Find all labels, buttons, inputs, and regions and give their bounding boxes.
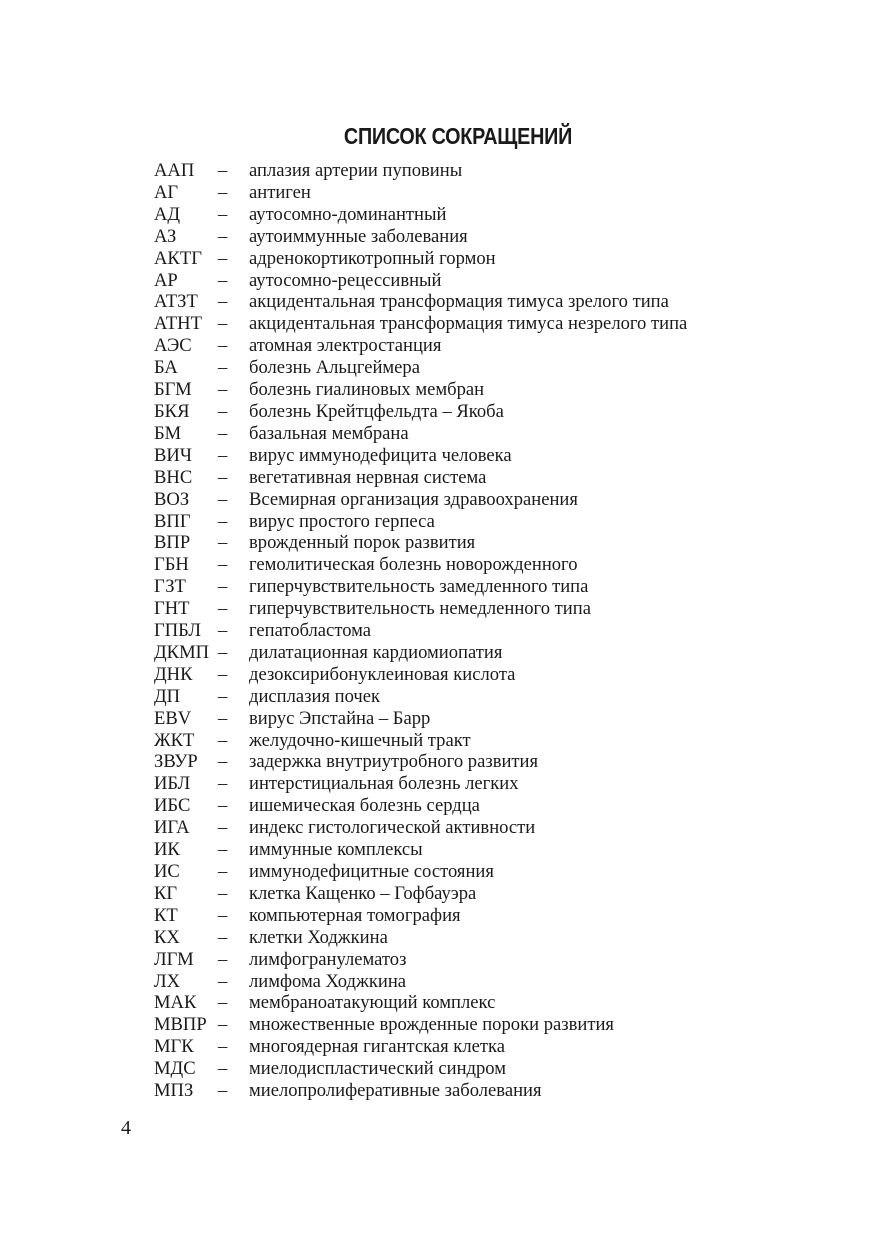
dash-separator: – bbox=[218, 357, 228, 379]
abbreviation-definition: акцидентальная трансформация тимуса зрелого типа bbox=[249, 291, 669, 313]
abbreviation-term: БГМ bbox=[154, 379, 192, 401]
abbreviation-definition: Всемирная организация здравоохранения bbox=[249, 488, 578, 510]
abbreviation-term: ГБН bbox=[154, 554, 189, 576]
dash-separator: – bbox=[218, 291, 228, 313]
abbreviation-definition: клетка Кащенко – Гофбауэра bbox=[249, 882, 477, 904]
dash-separator: – bbox=[218, 313, 228, 335]
abbreviation-row bbox=[154, 839, 687, 861]
dash-separator: – bbox=[218, 751, 228, 773]
abbreviation-term: EBV bbox=[154, 707, 192, 729]
abbreviation-term: ДКМП bbox=[154, 641, 210, 663]
abbreviation-list bbox=[154, 160, 687, 1102]
dash-separator: – bbox=[218, 970, 228, 992]
dash-separator: – bbox=[218, 817, 228, 839]
dash-separator: – bbox=[218, 641, 228, 663]
abbreviation-row bbox=[154, 861, 687, 883]
abbreviation-term: МДС bbox=[154, 1058, 196, 1080]
abbreviation-definition: задержка внутриутробного развития bbox=[249, 751, 539, 773]
abbreviation-definition: многоядерная гигантская клетка bbox=[249, 1036, 505, 1058]
abbreviation-term: АТНТ bbox=[154, 313, 202, 335]
abbreviation-definition: гиперчувствительность немедленного типа bbox=[249, 598, 591, 620]
abbreviation-term: ДНК bbox=[154, 663, 193, 685]
abbreviation-row bbox=[154, 664, 687, 686]
abbreviation-row bbox=[154, 773, 687, 795]
dash-separator: – bbox=[218, 488, 228, 510]
abbreviation-term: ВПР bbox=[154, 532, 191, 554]
abbreviation-definition: интерстициальная болезнь легких bbox=[249, 773, 519, 795]
dash-separator: – bbox=[218, 510, 228, 532]
abbreviation-row bbox=[154, 927, 687, 949]
abbreviation-definition: болезнь Крейтцфельдта – Якоба bbox=[249, 400, 504, 422]
abbreviation-term: АД bbox=[154, 203, 181, 225]
abbreviation-term: КГ bbox=[154, 882, 178, 904]
dash-separator: – bbox=[218, 773, 228, 795]
abbreviation-row bbox=[154, 313, 687, 335]
dash-separator: – bbox=[218, 685, 228, 707]
abbreviation-row bbox=[154, 576, 687, 598]
abbreviation-definition: гиперчувствительность замедленного типа bbox=[249, 576, 589, 598]
dash-separator: – bbox=[218, 861, 228, 882]
abbreviation-row bbox=[154, 554, 687, 576]
abbreviation-row bbox=[154, 1036, 687, 1058]
dash-separator: – bbox=[218, 1036, 228, 1058]
abbreviation-definition: миелопролиферативные заболевания bbox=[249, 1080, 542, 1102]
abbreviation-term: БА bbox=[154, 357, 178, 379]
dash-separator: – bbox=[218, 729, 228, 751]
abbreviation-definition: аутоиммунные заболевания bbox=[249, 225, 468, 247]
abbreviation-row bbox=[154, 204, 687, 226]
abbreviation-row bbox=[154, 817, 687, 839]
abbreviation-row bbox=[154, 160, 687, 182]
abbreviation-term: МПЗ bbox=[154, 1080, 194, 1102]
dash-separator: – bbox=[218, 379, 228, 401]
abbreviation-row bbox=[154, 883, 687, 905]
abbreviation-definition: вирус Эпстайна – Барр bbox=[249, 707, 431, 729]
abbreviation-row bbox=[154, 532, 687, 554]
abbreviation-definition: акцидентальная трансформация тимуса незрелого типа bbox=[249, 313, 688, 335]
abbreviation-term: ЖКТ bbox=[154, 729, 195, 751]
abbreviation-definition: аутосомно-доминантный bbox=[249, 203, 447, 225]
abbreviation-term: АКТГ bbox=[154, 247, 202, 269]
abbreviation-term: БМ bbox=[154, 422, 182, 444]
abbreviation-row bbox=[154, 1080, 687, 1102]
abbreviation-row bbox=[154, 992, 687, 1014]
abbreviation-term: ИС bbox=[154, 861, 180, 882]
abbreviation-term: КХ bbox=[154, 926, 180, 948]
abbreviation-definition: иммунные комплексы bbox=[249, 839, 423, 861]
abbreviation-definition: множественные врожденные пороки развития bbox=[249, 1014, 614, 1036]
abbreviation-row bbox=[154, 751, 687, 773]
abbreviation-term: ЛХ bbox=[154, 970, 181, 992]
abbreviation-term: ГНТ bbox=[154, 598, 190, 620]
abbreviation-row bbox=[154, 248, 687, 270]
abbreviation-row bbox=[154, 182, 687, 204]
dash-separator: – bbox=[218, 576, 228, 598]
abbreviation-row bbox=[154, 905, 687, 927]
abbreviation-definition: дисплазия почек bbox=[249, 685, 381, 707]
abbreviation-definition: гепатобластома bbox=[249, 620, 372, 642]
abbreviation-term: ВОЗ bbox=[154, 488, 190, 510]
abbreviation-term: ВПГ bbox=[154, 510, 191, 532]
dash-separator: – bbox=[218, 203, 228, 225]
dash-separator: – bbox=[218, 839, 228, 861]
dash-separator: – bbox=[218, 1058, 228, 1080]
dash-separator: – bbox=[218, 620, 228, 642]
abbreviation-term: ЛГМ bbox=[154, 948, 194, 970]
dash-separator: – bbox=[218, 269, 228, 291]
abbreviation-row bbox=[154, 795, 687, 817]
abbreviation-definition: вирус простого герпеса bbox=[249, 510, 435, 532]
abbreviation-term: ВНС bbox=[154, 466, 193, 488]
abbreviation-row bbox=[154, 401, 687, 423]
abbreviation-definition: лимфогранулематоз bbox=[249, 948, 407, 970]
abbreviation-definition: болезнь гиалиновых мембран bbox=[249, 379, 485, 401]
abbreviation-definition: базальная мембрана bbox=[249, 422, 409, 444]
dash-separator: – bbox=[218, 882, 228, 904]
abbreviation-term: АЗ bbox=[154, 225, 177, 247]
abbreviation-definition: болезнь Альцгеймера bbox=[249, 357, 420, 379]
abbreviation-row bbox=[154, 467, 687, 489]
abbreviation-row bbox=[154, 335, 687, 357]
abbreviation-definition: аутосомно-рецессивный bbox=[249, 269, 442, 291]
abbreviation-definition: компьютерная томография bbox=[249, 904, 461, 926]
abbreviation-term: МАК bbox=[154, 992, 197, 1014]
dash-separator: – bbox=[218, 335, 228, 357]
dash-separator: – bbox=[218, 160, 228, 181]
abbreviation-row bbox=[154, 642, 687, 664]
abbreviation-term: АЭС bbox=[154, 335, 192, 357]
dash-separator: – bbox=[218, 554, 228, 576]
abbreviation-row bbox=[154, 357, 687, 379]
abbreviation-definition: врожденный порок развития bbox=[249, 532, 476, 554]
abbreviation-row bbox=[154, 730, 687, 752]
abbreviation-row bbox=[154, 971, 687, 993]
page-number: 4 bbox=[121, 1117, 131, 1139]
dash-separator: – bbox=[218, 795, 228, 817]
abbreviation-definition: вирус иммунодефицита человека bbox=[249, 444, 512, 466]
abbreviation-term: АТЗТ bbox=[154, 291, 198, 313]
abbreviation-row bbox=[154, 708, 687, 730]
abbreviation-row bbox=[154, 226, 687, 248]
dash-separator: – bbox=[218, 1014, 228, 1036]
abbreviation-row bbox=[154, 489, 687, 511]
abbreviation-term: МГК bbox=[154, 1036, 194, 1058]
abbreviation-row bbox=[154, 949, 687, 971]
abbreviation-definition: вегетативная нервная система bbox=[249, 466, 487, 488]
abbreviation-term: ИБЛ bbox=[154, 773, 191, 795]
abbreviation-definition: миелодиспластический синдром bbox=[249, 1058, 507, 1080]
abbreviation-definition: индекс гистологической активности bbox=[249, 817, 536, 839]
abbreviation-term: ИГА bbox=[154, 817, 190, 839]
abbreviation-term: ЗВУР bbox=[154, 751, 198, 773]
abbreviation-term: ВИЧ bbox=[154, 444, 192, 466]
abbreviation-term: ГПБЛ bbox=[154, 620, 202, 642]
abbreviation-definition: лимфома Ходжкина bbox=[249, 970, 407, 992]
abbreviation-term: ААП bbox=[154, 160, 195, 181]
abbreviation-definition: дилатационная кардиомиопатия bbox=[249, 641, 503, 663]
dash-separator: – bbox=[218, 400, 228, 422]
abbreviation-term: ИК bbox=[154, 839, 180, 861]
dash-separator: – bbox=[218, 948, 228, 970]
dash-separator: – bbox=[218, 992, 228, 1014]
abbreviation-definition: адренокортикотропный гормон bbox=[249, 247, 496, 269]
abbreviation-row bbox=[154, 511, 687, 533]
abbreviation-term: ДП bbox=[154, 685, 181, 707]
abbreviation-definition: ишемическая болезнь сердца bbox=[249, 795, 480, 817]
page-title: СПИСОК СОКРАЩЕНИЙ bbox=[343, 123, 573, 150]
abbreviation-row bbox=[154, 686, 687, 708]
dash-separator: – bbox=[218, 225, 228, 247]
abbreviation-term: ГЗТ bbox=[154, 576, 186, 598]
abbreviation-definition: дезоксирибонуклеиновая кислота bbox=[249, 663, 516, 685]
dash-separator: – bbox=[218, 904, 228, 926]
dash-separator: – bbox=[218, 247, 228, 269]
dash-separator: – bbox=[218, 422, 228, 444]
dash-separator: – bbox=[218, 598, 228, 620]
abbreviation-definition: антиген bbox=[249, 181, 311, 203]
abbreviation-term: КТ bbox=[154, 904, 178, 926]
abbreviation-row bbox=[154, 291, 687, 313]
abbreviation-row bbox=[154, 598, 687, 620]
abbreviation-definition: аплазия артерии пуповины bbox=[249, 160, 463, 181]
abbreviation-term: АГ bbox=[154, 181, 179, 203]
abbreviation-term: АР bbox=[154, 269, 178, 291]
dash-separator: – bbox=[218, 926, 228, 948]
abbreviation-term: ИБС bbox=[154, 795, 191, 817]
abbreviation-row bbox=[154, 423, 687, 445]
abbreviation-row bbox=[154, 379, 687, 401]
abbreviation-row bbox=[154, 445, 687, 467]
dash-separator: – bbox=[218, 1080, 228, 1102]
abbreviation-row bbox=[154, 1014, 687, 1036]
abbreviation-term: МВПР bbox=[154, 1014, 207, 1036]
abbreviation-definition: гемолитическая болезнь новорожденного bbox=[249, 554, 578, 576]
abbreviation-row bbox=[154, 270, 687, 292]
dash-separator: – bbox=[218, 466, 228, 488]
dash-separator: – bbox=[218, 707, 228, 729]
abbreviation-row bbox=[154, 1058, 687, 1080]
dash-separator: – bbox=[218, 532, 228, 554]
abbreviation-definition: мембраноатакующий комплекс bbox=[249, 992, 496, 1014]
abbreviation-definition: желудочно-кишечный тракт bbox=[249, 729, 471, 751]
abbreviation-term: БКЯ bbox=[154, 400, 190, 422]
abbreviation-definition: атомная электростанция bbox=[249, 335, 442, 357]
abbreviation-definition: иммунодефицитные состояния bbox=[249, 861, 494, 882]
abbreviation-row bbox=[154, 620, 687, 642]
dash-separator: – bbox=[218, 444, 228, 466]
dash-separator: – bbox=[218, 181, 228, 203]
dash-separator: – bbox=[218, 663, 228, 685]
abbreviation-definition: клетки Ходжкина bbox=[249, 926, 388, 948]
